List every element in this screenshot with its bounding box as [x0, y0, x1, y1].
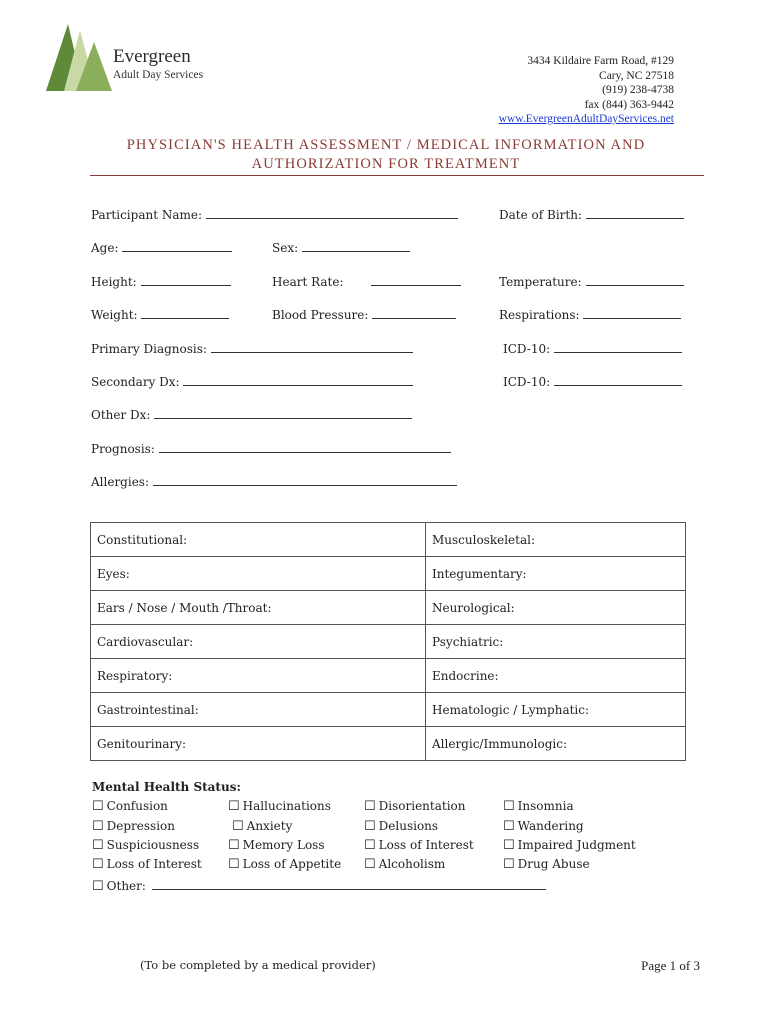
mental-health-option-label: Loss of Interest — [106, 857, 202, 871]
mental-health-other-field[interactable] — [152, 877, 546, 890]
height-row — [91, 273, 231, 289]
systems-table-cell[interactable]: Endocrine: — [426, 659, 686, 693]
checkbox-icon[interactable]: ☐ — [364, 799, 376, 814]
checkbox-icon[interactable]: ☐ — [364, 819, 376, 834]
primary-diagnosis-label: Primary Diagnosis: — [91, 342, 207, 356]
allergies-field[interactable] — [153, 473, 457, 486]
secondary-dx-row — [91, 373, 413, 389]
mental-health-option-label: Memory Loss — [242, 838, 325, 852]
mental-health-option-label: Drug Abuse — [517, 857, 590, 871]
mental-health-option — [228, 838, 325, 853]
icd10-secondary-row — [503, 373, 682, 389]
address-block — [499, 54, 674, 127]
checkbox-icon[interactable]: ☐ — [364, 838, 376, 853]
mental-health-option — [228, 857, 341, 872]
org-name: Evergreen — [113, 46, 191, 67]
age-label: Age: — [91, 241, 119, 255]
weight-label: Weight: — [91, 308, 138, 322]
secondary-dx-label: Secondary Dx: — [91, 375, 180, 389]
mental-health-option-label: Loss of Appetite — [242, 857, 342, 871]
checkbox-icon[interactable]: ☐ — [364, 857, 376, 872]
mental-health-option-label: Insomnia — [517, 799, 574, 813]
prognosis-field[interactable] — [159, 440, 451, 453]
mental-health-option — [364, 838, 474, 853]
form-title — [60, 136, 712, 174]
participant-name-field[interactable] — [206, 206, 458, 219]
dob-row — [499, 206, 684, 222]
systems-table-row — [91, 591, 686, 625]
systems-table-cell[interactable]: Ears / Nose / Mouth /Throat: — [91, 591, 426, 625]
checkbox-icon[interactable]: ☐ — [92, 799, 104, 814]
dob-field[interactable] — [586, 206, 684, 219]
respirations-row — [499, 306, 681, 322]
allergies-label: Allergies: — [91, 475, 150, 489]
systems-table-row — [91, 523, 686, 557]
age-row — [91, 239, 232, 255]
temperature-row — [499, 273, 684, 289]
address-line1: 3434 Kildaire Farm Road, #129 — [527, 55, 674, 67]
secondary-dx-field[interactable] — [183, 373, 413, 386]
icd10-primary-field[interactable] — [554, 340, 682, 353]
systems-table-cell[interactable]: Neurological: — [426, 591, 686, 625]
mental-health-option-label: Alcoholism — [378, 857, 446, 871]
systems-review-table — [90, 522, 686, 761]
systems-table-cell[interactable]: Cardiovascular: — [91, 625, 426, 659]
systems-table-cell[interactable]: Constitutional: — [91, 523, 426, 557]
systems-table-row — [91, 625, 686, 659]
mental-health-other-row — [92, 877, 546, 894]
participant-name-label: Participant Name: — [91, 208, 203, 222]
mental-health-option — [503, 857, 590, 872]
fax: fax (844) 363-9442 — [584, 98, 674, 111]
checkbox-icon[interactable]: ☐ — [228, 799, 240, 814]
weight-row — [91, 306, 229, 322]
blood-pressure-field[interactable] — [372, 306, 456, 319]
heart-rate-label: Heart Rate: — [272, 275, 344, 289]
icd10-primary-label: ICD-10: — [503, 342, 551, 356]
systems-table-cell[interactable]: Respiratory: — [91, 659, 426, 693]
evergreen-logo-icon — [44, 22, 116, 92]
mental-health-option-label: Loss of Interest — [378, 838, 474, 852]
mental-health-option — [364, 819, 438, 834]
participant-name-row — [91, 206, 458, 222]
mental-health-other-label: Other: — [106, 879, 146, 893]
systems-table-cell[interactable]: Musculoskeletal: — [426, 523, 686, 557]
icd10-secondary-field[interactable] — [554, 373, 682, 386]
height-label: Height: — [91, 275, 137, 289]
systems-table-cell[interactable]: Allergic/Immunologic: — [426, 727, 686, 761]
temperature-label: Temperature: — [499, 275, 582, 289]
mental-health-option-label: Confusion — [106, 799, 168, 813]
systems-table-cell[interactable]: Psychiatric: — [426, 625, 686, 659]
blood-pressure-row — [272, 306, 456, 322]
org-subtitle: Adult Day Services — [113, 69, 204, 81]
checkbox-icon[interactable]: ☐ — [503, 799, 515, 814]
blood-pressure-label: Blood Pressure: — [272, 308, 369, 322]
website-link[interactable]: www.EvergreenAdultDayServices.net — [498, 113, 674, 125]
systems-table-cell[interactable]: Integumentary: — [426, 557, 686, 591]
mental-health-option — [92, 799, 168, 814]
mental-health-option — [364, 799, 466, 814]
systems-table-row — [91, 557, 686, 591]
respirations-label: Respirations: — [499, 308, 580, 322]
temperature-field[interactable] — [586, 273, 684, 286]
systems-table-row — [91, 659, 686, 693]
checkbox-icon[interactable]: ☐ — [503, 819, 515, 834]
checkbox-icon[interactable]: ☐ — [228, 838, 240, 853]
checkbox-icon[interactable]: ☐ — [92, 838, 104, 853]
sex-field[interactable] — [302, 239, 410, 252]
age-field[interactable] — [122, 239, 232, 252]
sex-row — [272, 239, 410, 255]
sex-label: Sex: — [272, 241, 299, 255]
systems-table-cell[interactable]: Eyes: — [91, 557, 426, 591]
phone: (919) 238-4738 — [602, 84, 674, 96]
mental-health-title: Mental Health Status: — [92, 780, 241, 794]
form-title-line1: PHYSICIAN'S HEALTH ASSESSMENT / MEDICAL INFORMATION AND — [126, 137, 646, 153]
heart-rate-row — [272, 273, 461, 289]
checkbox-icon[interactable]: ☐ — [92, 879, 104, 894]
title-divider — [90, 175, 704, 176]
systems-table-cell[interactable]: Hematologic / Lymphatic: — [426, 693, 686, 727]
weight-field[interactable] — [141, 306, 229, 319]
mental-health-option-label: Depression — [106, 819, 176, 833]
address-line2: Cary, NC 27518 — [599, 69, 674, 82]
mental-health-option — [364, 857, 445, 872]
heart-rate-field[interactable] — [371, 273, 461, 286]
mental-health-option — [92, 857, 202, 872]
mental-health-option — [92, 819, 175, 834]
allergies-row — [91, 473, 457, 489]
respirations-field[interactable] — [583, 306, 681, 319]
other-dx-label: Other Dx: — [91, 408, 151, 422]
prognosis-row — [91, 440, 451, 456]
mental-health-option — [503, 819, 584, 834]
footer-note: (To be completed by a medical provider) — [140, 958, 376, 972]
systems-table-cell[interactable]: Genitourinary: — [91, 727, 426, 761]
other-dx-row — [91, 406, 412, 422]
primary-diagnosis-row — [91, 340, 413, 356]
mental-health-option-label: Hallucinations — [242, 799, 331, 813]
mental-health-option-label: Delusions — [378, 819, 439, 833]
mental-health-option-label: Disorientation — [378, 799, 466, 813]
primary-diagnosis-field[interactable] — [211, 340, 413, 353]
checkbox-icon[interactable]: ☐ — [232, 819, 244, 834]
page-number: Page 1 of 3 — [641, 958, 700, 973]
icd10-secondary-label: ICD-10: — [503, 375, 551, 389]
systems-table-cell[interactable]: Gastrointestinal: — [91, 693, 426, 727]
icd10-primary-row — [503, 340, 682, 356]
prognosis-label: Prognosis: — [91, 442, 155, 456]
mental-health-option-label: Wandering — [517, 819, 584, 833]
mental-health-option-label: Suspiciousness — [106, 838, 200, 852]
mental-health-option — [228, 799, 331, 814]
checkbox-icon[interactable]: ☐ — [92, 857, 104, 872]
mental-health-option — [503, 799, 574, 814]
checkbox-icon[interactable]: ☐ — [503, 857, 515, 872]
height-field[interactable] — [141, 273, 231, 286]
mental-health-option — [92, 838, 199, 853]
systems-table-row — [91, 693, 686, 727]
dob-label: Date of Birth: — [499, 208, 582, 222]
mental-health-option — [503, 838, 636, 853]
mental-health-option — [232, 819, 292, 834]
checkbox-icon[interactable]: ☐ — [92, 819, 104, 834]
checkbox-icon[interactable]: ☐ — [228, 857, 240, 872]
other-dx-field[interactable] — [154, 406, 412, 419]
form-title-line2: AUTHORIZATION FOR TREATMENT — [251, 156, 521, 172]
mental-health-option-label: Anxiety — [246, 819, 293, 833]
mental-health-option-label: Impaired Judgment — [517, 838, 636, 852]
systems-table-row — [91, 727, 686, 761]
checkbox-icon[interactable]: ☐ — [503, 838, 515, 853]
